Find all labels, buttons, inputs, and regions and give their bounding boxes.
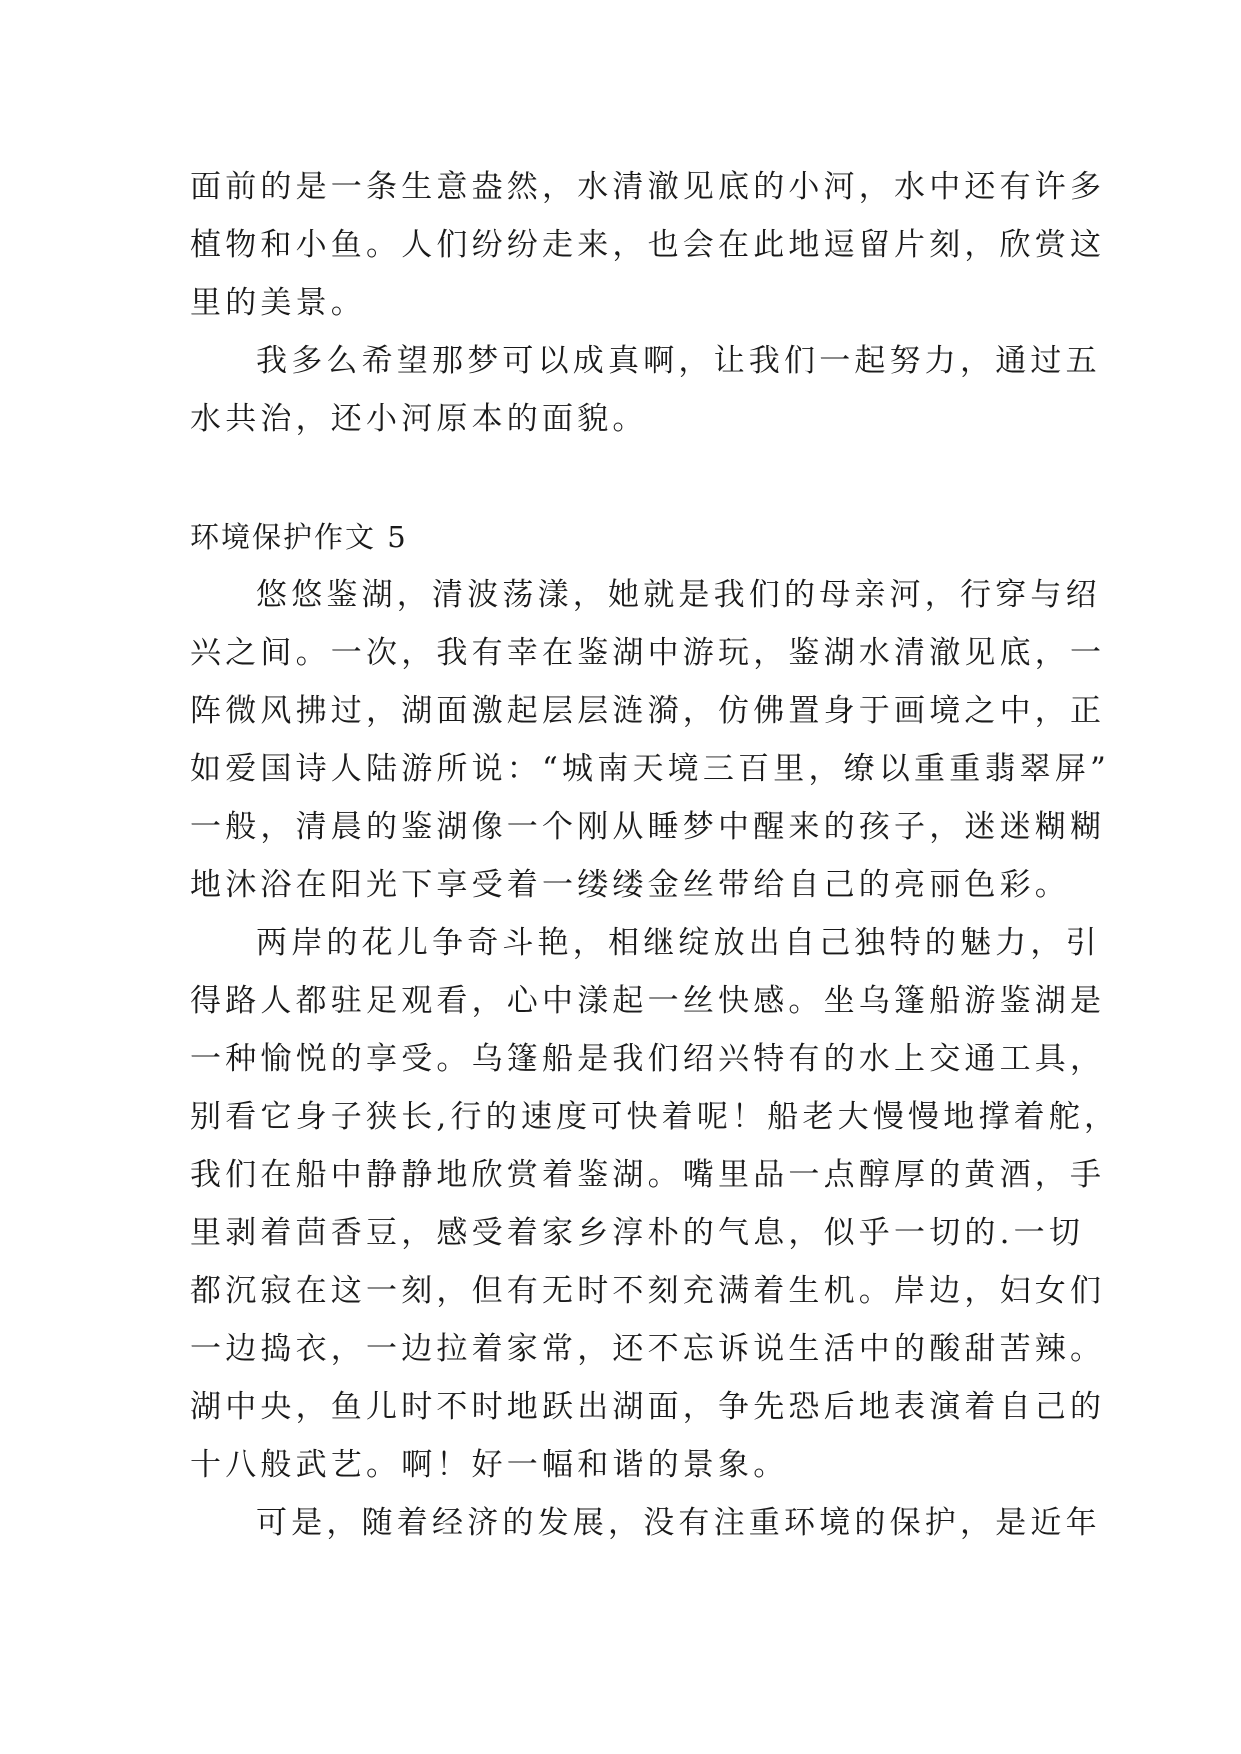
section-heading: 环境保护作文 5 [190, 520, 408, 554]
paragraph [190, 914, 1120, 1494]
text-line: 两岸的花儿争奇斗艳，相继绽放出自己独特的魅力，引 [256, 925, 1101, 961]
document-page [190, 158, 1120, 1552]
text-line: 一边捣衣，一边拉着家常，还不忘诉说生活中的酸甜苦辣。 [190, 1331, 1106, 1367]
section-spacer [190, 448, 1050, 508]
paragraph [190, 332, 1101, 448]
text-line: 阵微风拂过，湖面激起层层涟漪，仿佛置身于画境之中，正 [190, 693, 1106, 729]
text-line: 都沉寂在这一刻，但有无时不刻充满着生机。岸边，妇女们 [190, 1273, 1106, 1309]
text-line: 地沐浴在阳光下享受着一缕缕金丝带给自己的亮丽色彩。 [190, 867, 1070, 903]
text-line: 一种愉悦的享受。乌篷船是我们绍兴特有的水上交通工具， [190, 1041, 1106, 1077]
text-line: 悠悠鉴湖，清波荡漾，她就是我们的母亲河，行穿与绍 [256, 577, 1101, 613]
paragraph [190, 158, 1106, 332]
text-line: 我们在船中静静地欣赏着鉴湖。嘴里品一点醇厚的黄酒，手 [190, 1157, 1106, 1193]
text-line: 湖中央，鱼儿时不时地跃出湖面，争先恐后地表演着自己的 [190, 1389, 1106, 1425]
text-line: 里剥着茴香豆，感受着家乡淳朴的气息，似乎一切的.一切 [190, 1215, 1085, 1251]
text-line: 我多么希望那梦可以成真啊，让我们一起努力，通过五 [256, 343, 1101, 379]
text-line: 植物和小鱼。人们纷纷走来，也会在此地逗留片刻，欣赏这 [190, 227, 1106, 263]
text-line: 别看它身子狭长,行的速度可快着呢！船老大慢慢地撑着舵， [190, 1099, 1120, 1135]
text-line: 十八般武艺。啊！好一幅和谐的景象。 [190, 1447, 789, 1483]
text-line: 一般，清晨的鉴湖像一个刚从睡梦中醒来的孩子，迷迷糊糊 [190, 809, 1106, 845]
text-line: 面前的是一条生意盎然，水清澈见底的小河，水中还有许多 [190, 169, 1106, 205]
text-line: 可是，随着经济的发展，没有注重环境的保护，是近年 [256, 1505, 1101, 1541]
text-line: 如爱国诗人陆游所说：“城南天境三百里，缭以重重翡翠屏” [190, 751, 1111, 787]
paragraph [190, 1494, 1101, 1552]
text-line: 里的美景。 [190, 285, 366, 321]
text-line: 得路人都驻足观看，心中漾起一丝快感。坐乌篷船游鉴湖是 [190, 983, 1106, 1019]
text-line: 水共治，还小河原本的面貌。 [190, 401, 648, 437]
paragraph [190, 566, 1111, 914]
text-line: 兴之间。一次，我有幸在鉴湖中游玩，鉴湖水清澈见底，一 [190, 635, 1106, 671]
